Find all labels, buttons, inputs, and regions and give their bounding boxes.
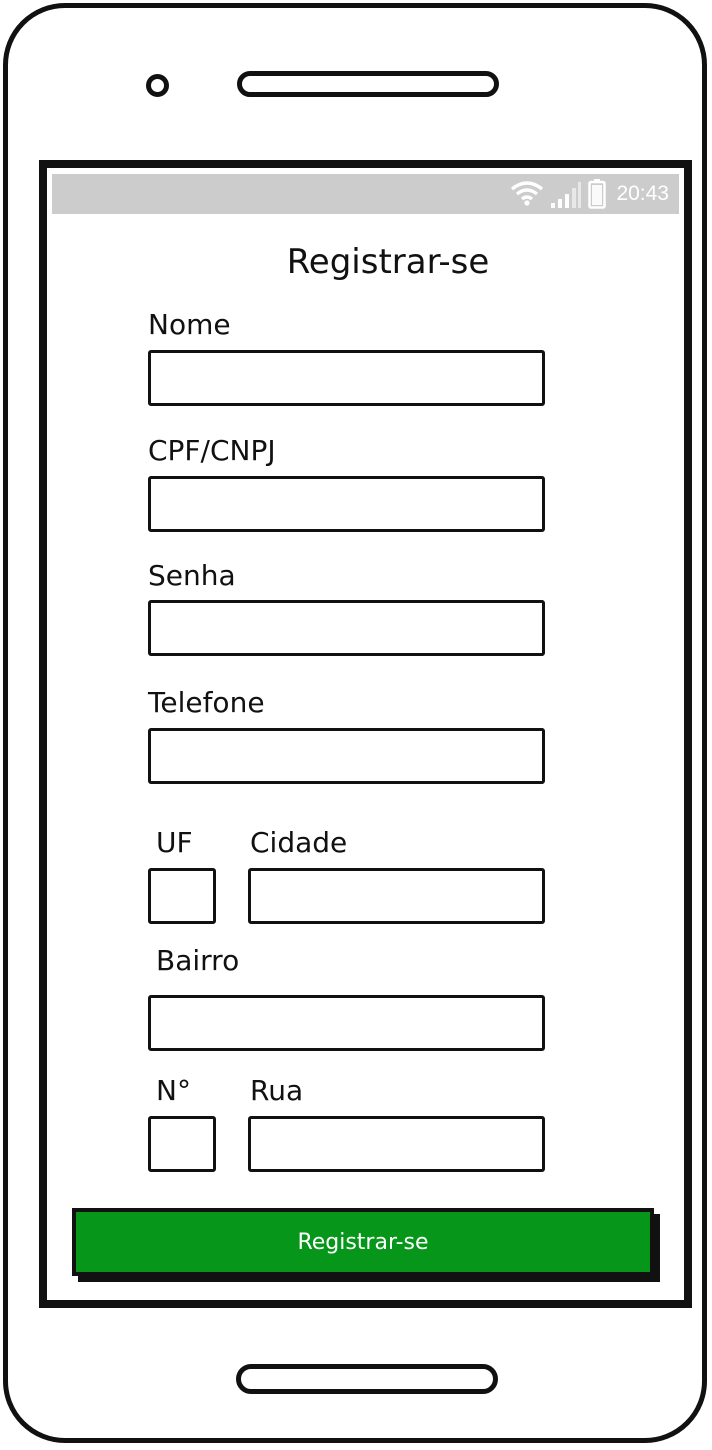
page-title: Registrar-se [286, 242, 490, 282]
wifi-icon [510, 181, 544, 207]
cidade-input[interactable] [248, 868, 545, 924]
status-icons [510, 174, 669, 214]
telefone-input[interactable] [148, 728, 545, 784]
telefone-label: Telefone [148, 686, 265, 719]
bairro-label: Bairro [156, 944, 240, 977]
home-button[interactable] [236, 1364, 498, 1394]
uf-label: UF [156, 826, 193, 859]
speaker-grille [237, 71, 499, 97]
nome-input[interactable] [148, 350, 545, 406]
cidade-label: Cidade [250, 826, 348, 859]
senha-input[interactable] [148, 600, 545, 656]
registrar-button[interactable]: Registrar-se [72, 1208, 654, 1276]
uf-input[interactable] [148, 868, 216, 924]
rua-input[interactable] [248, 1116, 545, 1172]
senha-label: Senha [148, 559, 236, 592]
numero-label: N° [156, 1074, 191, 1107]
status-time: 20:43 [616, 182, 669, 205]
bairro-input[interactable] [148, 995, 545, 1051]
phone-screen [39, 160, 692, 1308]
battery-icon [588, 179, 606, 209]
camera-icon [146, 74, 169, 97]
rua-label: Rua [250, 1074, 304, 1107]
cpf-cnpj-input[interactable] [148, 476, 545, 532]
numero-input[interactable] [148, 1116, 216, 1172]
cpf-cnpj-label: CPF/CNPJ [148, 434, 276, 467]
signal-icon [550, 180, 582, 208]
phone-frame [3, 3, 707, 1443]
status-bar [52, 174, 679, 214]
nome-label: Nome [148, 308, 231, 341]
